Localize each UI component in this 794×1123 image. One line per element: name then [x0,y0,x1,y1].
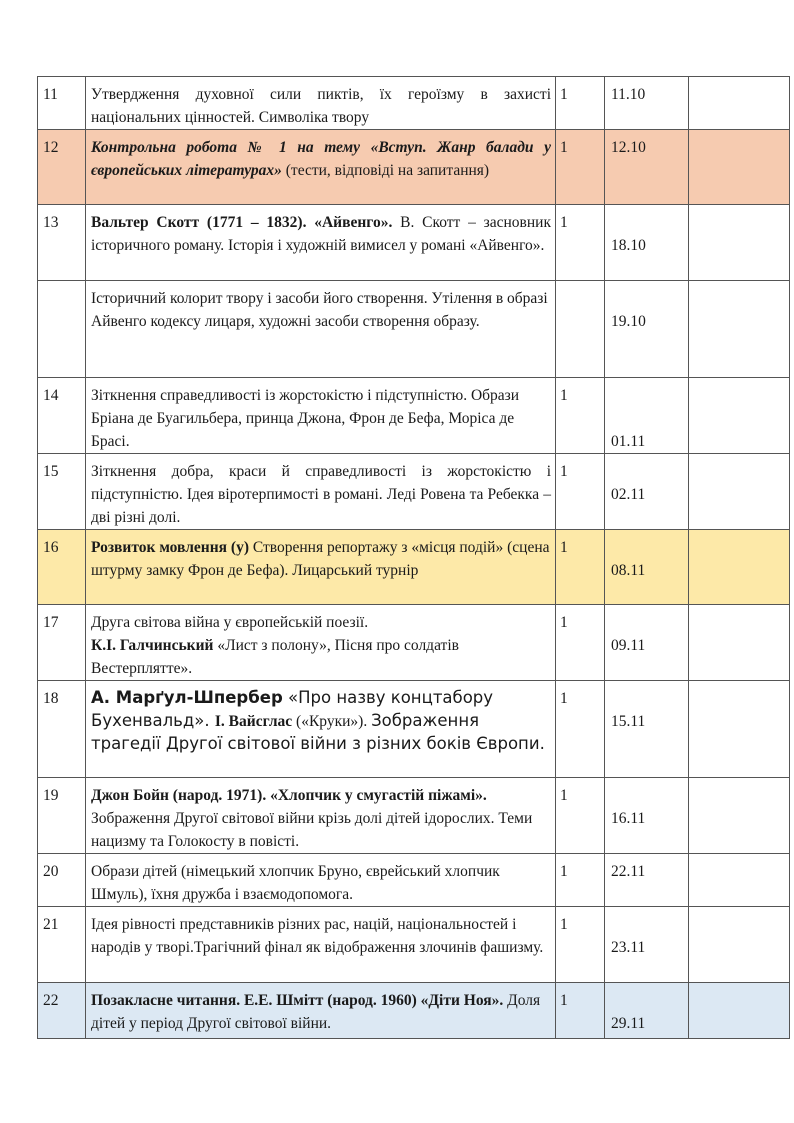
lesson-title: Вальтер Скотт (1771 – 1832). «Айвенго». [91,214,393,231]
hours: 1 [556,778,605,854]
lesson-date: 09.11 [605,605,689,681]
table-row [38,530,790,605]
notes-cell [689,77,790,130]
lesson-title: А. Марґул-Шпербер [91,688,283,707]
table-row [38,907,790,983]
lesson-date: 11.10 [605,77,689,130]
row-number: 12 [38,130,86,205]
lesson-title-2: І. Вайсглас [214,713,293,730]
row-number: 11 [38,77,86,130]
hours: 1 [556,907,605,983]
table-row [38,854,790,907]
row-number: 18 [38,681,86,778]
table-row [38,778,790,854]
hours: 1 [556,854,605,907]
notes-cell [689,854,790,907]
row-number: 21 [38,907,86,983]
notes-cell [689,281,790,378]
lesson-title: Розвиток мовлення (у) [91,539,249,556]
table-row [38,77,790,130]
row-number: 17 [38,605,86,681]
hours: 1 [556,983,605,1039]
row-number: 16 [38,530,86,605]
lesson-topic: Джон Бойн (народ. 1971). «Хлопчик у смугастій піжамі». Зображення Другої світової війни крізь долі дітей ідорослих. Теми нацизму та Голокосту в повісті. [86,778,556,854]
notes-cell [689,681,790,778]
lesson-topic: А. Марґул-Шпербер «Про назву концтабору Бухенвальд». І. Вайсглас («Круки»). Зображення трагедії Другої світової війни з різних боків Європи. [86,681,556,778]
notes-cell [689,378,790,454]
lesson-date: 15.11 [605,681,689,778]
lesson-topic: Утвердження духовної сили пиктів, їх героїзму в захисті національних цінностей. Символіка твору [86,77,556,130]
lesson-date: 19.10 [605,281,689,378]
hours: 1 [556,530,605,605]
table-row [38,605,790,681]
lesson-date: 16.11 [605,778,689,854]
lesson-title: К.І. Галчинський [91,637,214,654]
row-number: 19 [38,778,86,854]
notes-cell [689,530,790,605]
hours: 1 [556,605,605,681]
row-number: 13 [38,205,86,281]
row-number: 15 [38,454,86,530]
table-row [38,681,790,778]
row-number: 22 [38,983,86,1039]
notes-cell [689,130,790,205]
notes-cell [689,907,790,983]
row-number: 20 [38,854,86,907]
lesson-topic: Історичний колорит твору і засоби його створення. Утілення в образі Айвенго кодексу лицаря, художні засоби створення образу. [86,281,556,378]
lesson-date: 22.11 [605,854,689,907]
lesson-title: Позакласне читання. Е.Е. Шмітт (народ. 1960) «Діти Ноя». [91,992,504,1009]
row-number: 14 [38,378,86,454]
hours: 1 [556,378,605,454]
table-row [38,454,790,530]
notes-cell [689,778,790,854]
lesson-topic: Зіткнення справедливості із жорстокістю і підступністю. Образи Бріана де Буагильбера, принца Джона, Фрон де Бефа, Моріса де Брасі. [86,378,556,454]
table-row [38,130,790,205]
lesson-plan-table [37,76,790,1039]
row-number [38,281,86,378]
hours: 1 [556,205,605,281]
lesson-title: Контрольна робота № 1 на тему «Вступ. Жанр балади у європейських літературах» [91,139,551,179]
lesson-topic: Образи дітей (німецький хлопчик Бруно, єврейський хлопчик Шмуль), їхня дружба і взаємодопомога. [86,854,556,907]
hours: 1 [556,454,605,530]
lesson-title: Джон Бойн (народ. 1971). «Хлопчик у смугастій піжамі». [91,787,487,804]
lesson-date: 02.11 [605,454,689,530]
hours: 1 [556,77,605,130]
table-row [38,281,790,378]
notes-cell [689,205,790,281]
hours [556,281,605,378]
lesson-topic: Друга світова війна у європейській поезії. К.І. Галчинський «Лист з полону», Пісня про солдатів Вестерплятте». [86,605,556,681]
table-row [38,983,790,1039]
lesson-topic: Зіткнення добра, краси й справедливості із жорстокістю і підступністю. Ідея віротерпимості в романі. Леді Ровена та Ребекка – дві різні долі. [86,454,556,530]
lesson-topic: Ідея рівності представників різних рас, націй, національностей і народів у творі.Трагічний фінал як відображення злочинів фашизму. [86,907,556,983]
table-row [38,205,790,281]
hours: 1 [556,130,605,205]
lesson-date: 18.10 [605,205,689,281]
notes-cell [689,454,790,530]
hours: 1 [556,681,605,778]
notes-cell [689,983,790,1039]
lesson-date: 29.11 [605,983,689,1039]
lesson-date: 12.10 [605,130,689,205]
notes-cell [689,605,790,681]
lesson-date: 01.11 [605,378,689,454]
lesson-topic: Контрольна робота № 1 на тему «Вступ. Жанр балади у європейських літературах» (тести, відповіді на запитання) [86,130,556,205]
lesson-date: 23.11 [605,907,689,983]
lesson-topic: Позакласне читання. Е.Е. Шмітт (народ. 1960) «Діти Ноя». Доля дітей у період Другої світової війни. [86,983,556,1039]
lesson-topic: Розвиток мовлення (у) Створення репортажу з «місця подій» (сцена штурму замку Фрон де Бефа). Лицарський турнір [86,530,556,605]
lesson-date: 08.11 [605,530,689,605]
lesson-topic: Вальтер Скотт (1771 – 1832). «Айвенго». В. Скотт – засновник історичного роману. Історія і художній вимисел у романі «Айвенго». [86,205,556,281]
table-row [38,378,790,454]
